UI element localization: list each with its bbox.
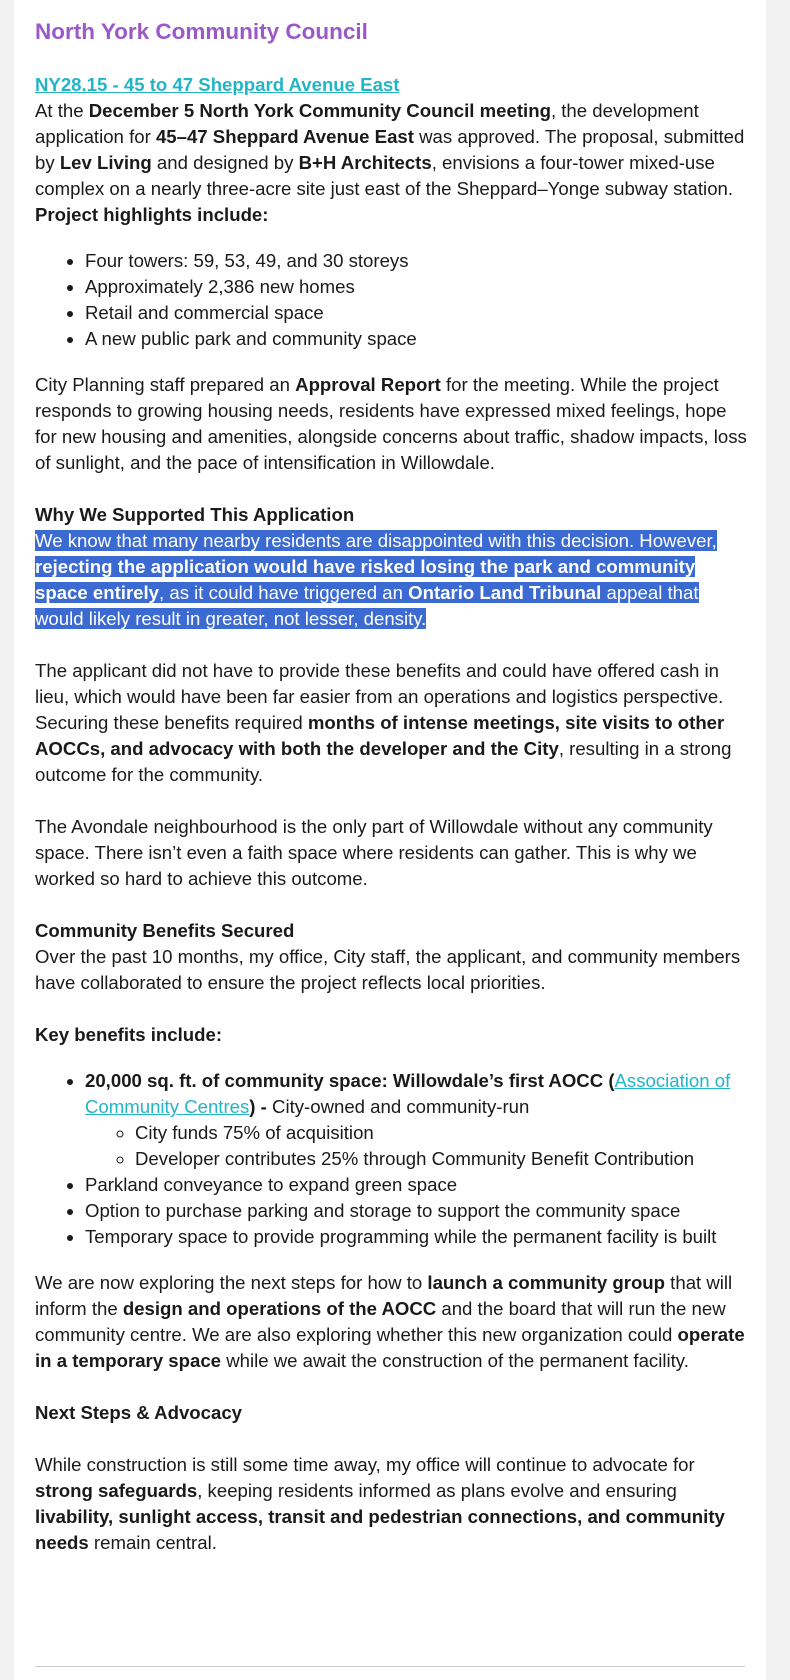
selected-text: We know that many nearby residents are disappointed with this decision. However, rejecting the application would have risked losing the park and community space entirely, as it could have triggered an Ontario Land Tribunal appeal that would likely result in greater, not lesser, density.: [35, 530, 717, 629]
newsletter-body: [35, 16, 751, 1556]
list-item: • A new public park and community space: [85, 326, 751, 352]
next-steps-paragraph: While construction is still some time away, my office will continue to advocate for strong safeguards, keeping residents informed as plans evolve and ensuring livability, sunlight access, transit and pedestrian connections, and community needs remain central.: [35, 1454, 725, 1553]
planning-paragraph: City Planning staff prepared an Approval Report for the meeting. While the project responds to growing housing needs, residents have expressed mixed feelings, hope for new housing and amenities, alongside concerns about traffic, shadow impacts, loss of sunlight, and the pace of intensification in Willowdale.: [35, 374, 747, 473]
list-item: ◦ City funds 75% of acquisition: [135, 1120, 751, 1146]
why-heading: Why We Supported This Application: [35, 504, 355, 525]
highlights-list: [35, 248, 751, 352]
list-item: • Parkland conveyance to expand green space: [85, 1172, 751, 1198]
aocc-link[interactable]: Association of Community Centres: [85, 1070, 731, 1117]
highlights-heading: Project highlights include:: [35, 204, 269, 225]
key-benefits-heading: Key benefits include:: [35, 1024, 223, 1045]
applicant-paragraph: The applicant did not have to provide these benefits and could have offered cash in lieu, which would have been far easier from an operations and logistics perspective. Securing these benefits required months of intense meetings, site visits to other AOCCs, and advocacy with both the developer and the City, resulting in a strong outcome for the community.: [35, 660, 732, 785]
why-section: [35, 502, 751, 632]
agenda-item-link[interactable]: NY28.15 - 45 to 47 Sheppard Avenue East: [35, 74, 400, 95]
list-item: • Temporary space to provide programming while the permanent facility is built: [85, 1224, 751, 1250]
list-item: • Retail and commercial space: [85, 300, 751, 326]
newsletter-card: [14, 0, 766, 1680]
next-steps-heading: Next Steps & Advocacy: [35, 1402, 243, 1423]
list-item: • Four towers: 59, 53, 49, and 30 storeys: [85, 248, 751, 274]
list-item: • 20,000 sq. ft. of community space: Willowdale’s first AOCC (Association of Community Centres) - City-owned and community-run ◦ City funds 75% of acquisition ◦ Developer contributes 25% through Community Benefit Contribution: [85, 1068, 751, 1172]
list-item: • Approximately 2,386 new homes: [85, 274, 751, 300]
key-benefits-list: [35, 1068, 751, 1250]
intro-paragraph: NY28.15 - 45 to 47 Sheppard Avenue East At the December 5 North York Community Council meeting, the development application for 45–47 Sheppard Avenue East was approved. The proposal, submitted by Lev Living and designed by B+H Architects, envisions a four-tower mixed-use complex on a nearly three-acre site just east of the Sheppard–Yonge subway station. Project highlights include:: [35, 74, 745, 225]
divider: [35, 1666, 745, 1667]
funding-sublist: [85, 1120, 751, 1172]
benefits-section: Community Benefits Secured Over the past 10 months, my office, City staff, the applicant, and community members have collaborated to ensure the project reflects local priorities.: [35, 920, 741, 993]
section-title: North York Community Council: [35, 19, 368, 44]
benefits-heading: Community Benefits Secured: [35, 920, 295, 941]
list-item: ◦ Developer contributes 25% through Community Benefit Contribution: [135, 1146, 751, 1172]
exploring-paragraph: We are now exploring the next steps for how to launch a community group that will inform the design and operations of the AOCC and the board that will run the new community centre. We are also exploring whether this new organization could operate in a temporary space while we await the construction of the permanent facility.: [35, 1272, 745, 1371]
list-item: • Option to purchase parking and storage to support the community space: [85, 1198, 751, 1224]
avondale-paragraph: The Avondale neighbourhood is the only part of Willowdale without any community space. There isn’t even a faith space where residents can gather. This is why we worked so hard to achieve this outcome.: [35, 816, 713, 889]
